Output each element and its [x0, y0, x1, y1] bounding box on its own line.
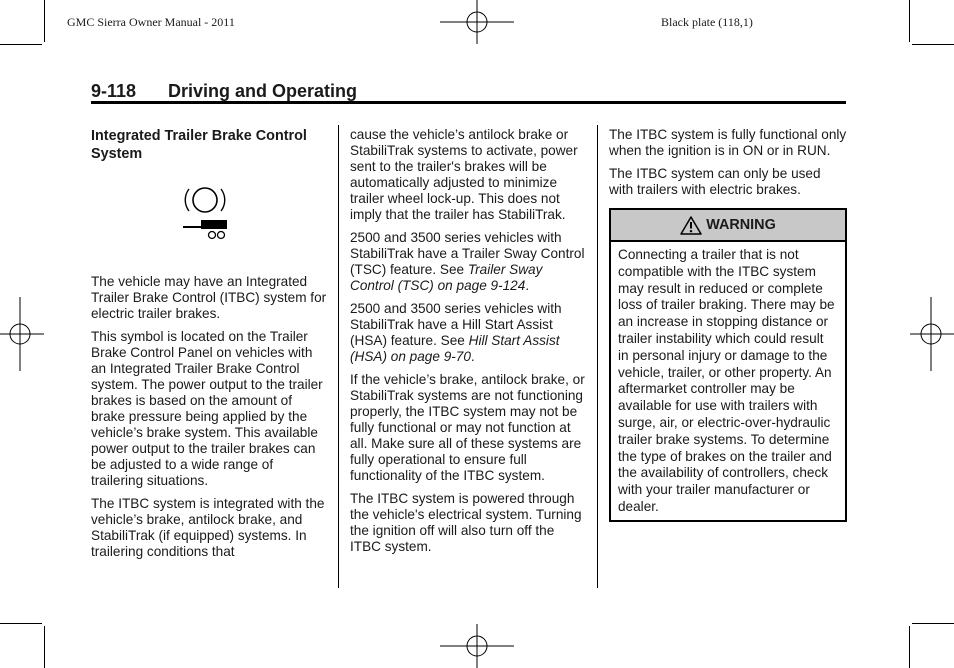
- paragraph: The ITBC system is powered through the vehicle's electrical system. Turning the ignition off will also turn off the ITBC system.: [350, 491, 582, 554]
- paragraph: If the vehicle’s brake, antilock brake, or StabiliTrak systems are not functioning properly, the ITBC system may not be fully functional or may not function at all. Make sure all of these systems are fully operational to ensure full functionality of the ITBC system.: [350, 372, 585, 483]
- paragraph: [350, 230, 586, 294]
- column-1: [91, 127, 327, 567]
- crop-mark: [912, 44, 954, 45]
- crop-mark: [912, 623, 954, 624]
- paragraph: The vehicle may have an Integrated Trailer Brake Control (ITBC) system for electric trailer brakes.: [91, 274, 327, 321]
- paragraph: The ITBC system can only be used with trailers with electric brakes.: [609, 166, 821, 197]
- warning-triangle-icon: [680, 216, 702, 235]
- section-number: 9-118: [91, 81, 137, 101]
- column-divider: [597, 125, 598, 588]
- trailer-brake-control-icon: [183, 183, 243, 243]
- punctuation: .: [470, 349, 475, 364]
- registration-mark-top: [440, 0, 514, 44]
- paragraph: This symbol is located on the Trailer Brake Control Panel on vehicles with an Integrated Trailer Brake Control system. The power output to the trailer brakes is based on the amount of brake pressure being applied by the vehicle’s brake system. This available power output to the trailer brakes can be adjusted to a wide range of trailering situations.: [91, 329, 323, 488]
- crop-mark: [0, 623, 42, 624]
- registration-mark-right: [910, 297, 954, 371]
- section-rule: [91, 101, 846, 104]
- warning-text: Connecting a trailer that is not compatible with the ITBC system may result in reduced or complete loss of trailer braking. There may be an increase in stopping distance or trailer instability which could result in personal injury or damage to the vehicle, trailer, or other property. An aftermarket controller may be available for use with trailers with surge, air, or electric-over-hydraulic trailer brake systems. To determine the type of brakes on the trailer and the availability of controllers, check with your trailer manufacturer or dealer.: [618, 247, 835, 514]
- icon-area: [91, 183, 327, 253]
- punctuation: .: [525, 278, 530, 293]
- subsection-heading: Integrated Trailer Brake Control System: [91, 128, 307, 162]
- column-2: [350, 127, 586, 562]
- crop-mark: [909, 626, 910, 668]
- paragraph-text: 2500 and 3500 series vehicles with StabiliTrak have a Hill Start Assist (HSA) feature. See: [350, 301, 562, 348]
- warning-header: [611, 210, 845, 242]
- crop-mark: [0, 44, 42, 45]
- registration-mark-bottom: [440, 624, 514, 668]
- paragraph: The ITBC system is fully functional only when the ignition is in ON or in RUN.: [609, 127, 847, 158]
- warning-label: WARNING: [706, 217, 776, 233]
- crop-mark: [909, 0, 910, 42]
- manual-title: GMC Sierra Owner Manual - 2011: [67, 15, 235, 29]
- column-3: [609, 127, 847, 522]
- column-divider: [338, 125, 339, 588]
- crop-mark: [44, 0, 45, 42]
- section-title: Driving and Operating: [168, 81, 358, 101]
- cross-reference[interactable]: Trailer Sway Control (TSC) on page 9-124: [350, 262, 543, 293]
- paragraph: The ITBC system is integrated with the vehicle’s brake, antilock brake, and StabiliTrak (if equipped) systems. In trailering conditions that: [91, 496, 325, 559]
- paragraph-text: 2500 and 3500 series vehicles with StabiliTrak have a Trailer Sway Control (TSC) feature. See: [350, 230, 585, 277]
- registration-mark-left: [0, 297, 44, 371]
- crop-mark: [44, 626, 45, 668]
- plate-label: Black plate (118,1): [661, 15, 753, 29]
- paragraph: [350, 301, 586, 365]
- cross-reference[interactable]: Hill Start Assist (HSA) on page 9-70: [350, 333, 560, 364]
- warning-box: [609, 208, 847, 522]
- paragraph: cause the vehicle’s antilock brake or StabiliTrak systems to activate, power sent to the trailer's brakes will be automatically adjusted to minimize trailer wheel lock-up. This does not imply that the trailer has StabiliTrak.: [350, 127, 578, 222]
